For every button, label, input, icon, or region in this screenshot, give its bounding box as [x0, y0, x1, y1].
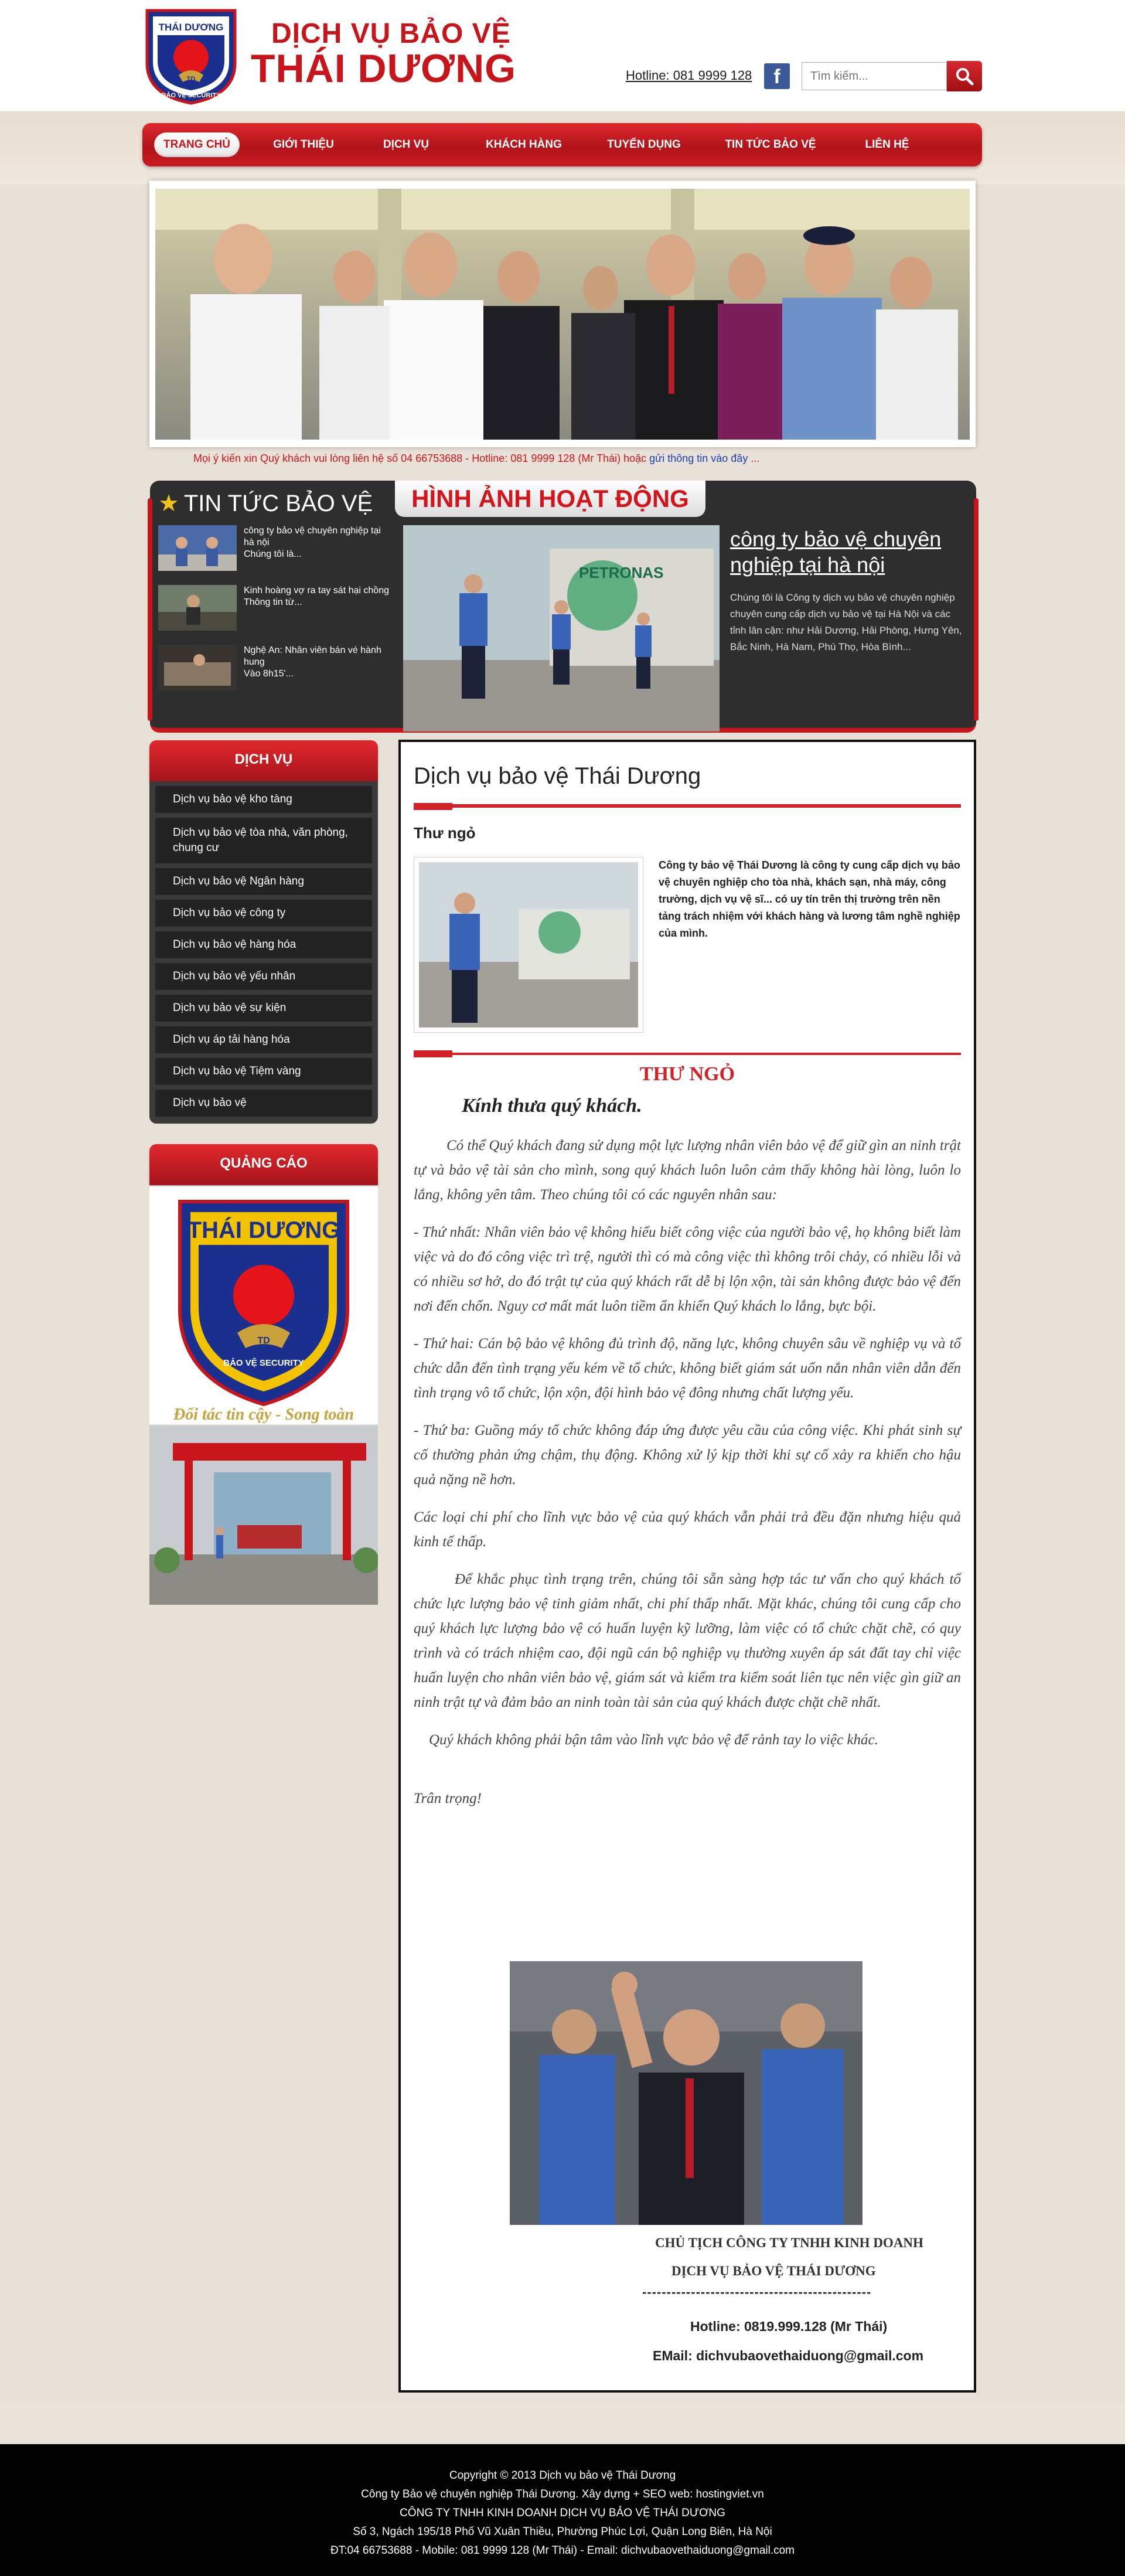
news-heading: [158, 490, 373, 517]
footer-credit: Công ty Bảo vệ chuyên nghiệp Thái Dương. Xây dựng + SEO web: hostingviet.vn: [361, 2488, 764, 2500]
signature-rule: -----------------------------------------------: [642, 2285, 872, 2299]
news-thumb: [158, 645, 237, 690]
services-header: DỊCH VỤ: [149, 740, 378, 781]
signature-phone: Hotline: 0819.999.128 (Mr Thái): [690, 2319, 888, 2334]
footer-company: CÔNG TY TNHH KINH DOANH DỊCH VỤ BẢO VỆ THÁI DƯƠNG: [400, 2507, 725, 2519]
sidebar-item-escort[interactable]: Dịch vụ áp tải hàng hóa: [155, 1026, 372, 1053]
marquee-tail: ...: [751, 452, 760, 464]
footer-address: Số 3, Ngách 195/18 Phố Vũ Xuân Thiều, Phường Phúc Lợi, Quận Long Biên, Hà Nội: [353, 2526, 772, 2538]
featured-description: Chúng tôi là Công ty dịch vụ bảo vệ chuyên nghiệp chuyên cung cấp dịch vụ bảo vệ tại Hà Nội và các tỉnh lân cận: như Hải Dương, Hải Phòng, Hưng Yên, Bắc Ninh, Hà Nam, Phú Thọ, Hòa Bình...: [730, 592, 962, 652]
banner-slider[interactable]: [149, 181, 976, 447]
letter-paragraph: Quý khách không phải bận tâm vào lĩnh vực bảo vệ để rảnh tay lo việc khác.: [429, 1732, 878, 1748]
panel-edge-right: [974, 498, 979, 721]
sidebar-item-gold-shop[interactable]: Dịch vụ bảo vệ Tiệm vàng: [155, 1058, 372, 1085]
brand-line-1: DỊCH VỤ BẢO VỆ: [271, 18, 511, 49]
main-content: [398, 740, 976, 2393]
nav-contact[interactable]: LIÊN HỆ: [865, 138, 909, 151]
notice-marquee: [193, 452, 759, 465]
news-heading-text: TIN TỨC BẢO VỆ: [183, 490, 373, 516]
ad-logo-banner[interactable]: [149, 1186, 378, 1424]
news-item[interactable]: [158, 525, 393, 584]
nav-recruitment[interactable]: TUYỂN DỤNG: [607, 138, 681, 151]
intro-text: Công ty bảo vệ Thái Dương là công ty cung cấp dịch vụ bảo vệ chuyên nghiệp cho tòa nhà, khách sạn, nhà máy, công trường, dịch vụ vệ sĩ... có uy tín trên thị trường trên nền tảng trách nhiệm với khách hàng và lương tâm nghề nghiệp của mình.: [659, 859, 960, 939]
panel-edge-left: [148, 498, 152, 721]
letter-divider: [414, 1053, 961, 1055]
marquee-link[interactable]: gửi thông tin vào đây: [649, 452, 748, 464]
letter-body: [414, 1134, 961, 1824]
site-header: [0, 0, 1125, 111]
news-item-snippet: Chúng tôi là...: [244, 549, 302, 559]
sidebar-item-warehouse[interactable]: Dịch vụ bảo vệ kho tàng: [155, 786, 372, 813]
svg-text:THÁI DƯƠNG: THÁI DƯƠNG: [158, 22, 224, 33]
intro-image: [414, 857, 643, 1033]
search-input[interactable]: [802, 62, 947, 90]
signature-title-1: CHỦ TỊCH CÔNG TY TNHH KINH DOANH: [655, 2235, 923, 2250]
star-icon: ★: [158, 491, 179, 516]
logo-badge[interactable]: [144, 7, 238, 106]
letter-heading: THƯ NGỎ: [639, 1063, 735, 1085]
news-thumb: [158, 585, 237, 631]
svg-text:BẢO VỆ SECURITY: BẢO VỆ SECURITY: [223, 1358, 304, 1368]
letter-paragraph: Có thể Quý khách đang sử dụng một lực lượng nhân viên bảo vệ để giữ gìn an ninh trật tự và bảo vệ tài sản cho mình, song quý khách luôn luôn cảm thấy không hài lòng, luôn lo lắng, không yên tâm. Theo chúng tôi có các nguyên nhân sau:: [414, 1138, 961, 1203]
letter-salutation: Kính thưa quý khách.: [462, 1095, 642, 1117]
nav-home[interactable]: TRANG CHỦ: [154, 132, 240, 157]
news-item[interactable]: [158, 585, 393, 644]
news-item-text: [244, 585, 389, 608]
nav-news[interactable]: TIN TỨC BẢO VỆ: [725, 138, 816, 151]
nav-customers[interactable]: KHÁCH HÀNG: [486, 138, 562, 151]
news-list: [158, 525, 393, 705]
footer-copyright: Copyright © 2013 Dịch vụ bảo vệ Thái Dương: [449, 2469, 676, 2482]
tab-activity-images[interactable]: HÌNH ẢNH HOẠT ĐỘNG: [395, 481, 705, 517]
section-subtitle: Thư ngỏ: [414, 824, 476, 842]
letter-paragraph: Để khắc phục tình trạng trên, chúng tôi sẵn sàng hợp tác tư vấn cho quý khách tổ chức lực lượng bảo vệ tinh giảm nhất, chi phí thấp nhất. Mặt khác, chúng tôi cung cấp cho quý khách lực lượng bảo vệ có huấn luyện kỹ lưỡng, làm việc có tổ chức chặt chẽ, có quy trình và có trách nhiệm cao, đội ngũ cán bộ nghiệp vụ thường xuyên áp sát đất tay chỉ việc huấn luyện cho nhân viên bảo vệ, giám sát và kiểm tra kiểm soát liên tục nên việc gìn giữ an ninh trật tự và đảm bảo an ninh toàn tài sản của quý khách được chặt chẽ nhất.: [414, 1571, 961, 1710]
sidebar-item-building[interactable]: Dịch vụ bảo vệ tòa nhà, văn phòng, chung cư: [155, 818, 372, 863]
sidebar-item-bank[interactable]: Dịch vụ bảo vệ Ngân hàng: [155, 868, 372, 895]
services-list: [149, 781, 378, 1124]
news-panel: [150, 481, 976, 733]
sidebar-item-events[interactable]: Dịch vụ bảo vệ sự kiện: [155, 995, 372, 1022]
brand-line-2: THÁI DƯƠNG: [251, 46, 517, 91]
news-item[interactable]: [158, 645, 393, 703]
ad-photo-banner[interactable]: [149, 1425, 378, 1605]
svg-text:PETRONAS: PETRONAS: [579, 564, 664, 581]
facebook-icon[interactable]: f: [764, 63, 790, 89]
news-item-title: công ty bảo vệ chuyên nghiệp tại hà nội: [244, 526, 381, 547]
banner-image: [155, 189, 970, 440]
letter-paragraph: Các loại chi phí cho lĩnh vực bảo vệ của quý khách vẫn phải trả đều đặn nhưng hiệu quả kinh tế thấp.: [414, 1509, 961, 1550]
sidebar-item-company[interactable]: Dịch vụ bảo vệ công ty: [155, 900, 372, 927]
nav-about[interactable]: GIỚI THIỆU: [273, 138, 334, 151]
letter-closing: Trân trọng!: [414, 1791, 482, 1806]
main-nav: [142, 123, 982, 166]
title-divider: [414, 804, 961, 808]
news-item-snippet: Thông tin từ...: [244, 597, 302, 607]
letter-paragraph: - Thứ nhất: Nhân viên bảo vệ không hiểu biết công việc của người bảo vệ, họ không biết làm việc và do đó công việc trì trệ, người thì có mà công việc thì không trôi chảy, có nhiều lỗi và có nhiều sơ hở, do đó trật tự của quý khách rất dễ bị lộn xộn, tài sản không được bảo vệ đến nơi đến chốn. Nguy cơ mất mát luôn tiềm ẩn khiến Quý khách lo lắng, bực bội.: [414, 1224, 961, 1314]
featured-title-link[interactable]: công ty bảo vệ chuyên nghiệp tại hà nội: [730, 527, 942, 577]
page-title: Dịch vụ bảo vệ Thái Dương: [414, 763, 701, 789]
ads-header: QUẢNG CÁO: [149, 1144, 378, 1185]
sidebar-item-vip[interactable]: Dịch vụ bảo vệ yếu nhân: [155, 963, 372, 990]
letter-paragraph: - Thứ hai: Cán bộ bảo vệ không đủ trình độ, năng lực, không chuyên sâu về nghiệp vụ và tổ chức dẫn đến tình trạng yếu kém về tổ chức, không biết giám sát uốn nắn nhân viên dẫn đến tình trạng vô tổ chức, lộn xộn, đội hình bảo vệ đông nhưng chất lượng yếu.: [414, 1336, 961, 1401]
site-footer: [0, 2444, 1125, 2576]
search-icon: [955, 67, 974, 86]
svg-text:TD: TD: [186, 76, 196, 83]
search-button[interactable]: [947, 61, 982, 91]
news-item-text: [244, 645, 393, 680]
sidebar-item-goods[interactable]: Dịch vụ bảo vệ hàng hóa: [155, 931, 372, 958]
footer-band: [0, 2403, 1125, 2444]
featured-image[interactable]: [403, 525, 720, 731]
letter-paragraph: - Thứ ba: Guồng máy tổ chức không đáp ứng được yêu cầu của công việc. Khi phát sinh sự cố thường phản ứng chậm, thụ động. Không xử lý kịp thời khi sự cố xảy ra khiến cho hậu quả nặng nề hơn.: [414, 1423, 961, 1488]
chairman-photo: [510, 1961, 862, 2225]
signature-title-2: DỊCH VỤ BẢO VỆ THÁI DƯƠNG: [671, 2264, 876, 2278]
marquee-text: Mọi ý kiến xin Quý khách vui lòng liên hệ số 04 66753688 - Hotline: 081 9999 128 (Mr Thái) hoặc: [193, 452, 647, 464]
hotline-link[interactable]: Hotline: 081 9999 128: [626, 68, 752, 83]
news-thumb: [158, 525, 237, 571]
svg-text:BẢO VỆ SECURITY: BẢO VỆ SECURITY: [161, 92, 221, 99]
svg-text:TD: TD: [257, 1336, 270, 1346]
footer-contact: ĐT:04 66753688 - Mobile: 081 9999 128 (Mr Thái) - Email: dichvubaovethaiduong@gmail.com: [330, 2544, 795, 2557]
news-item-text: [244, 525, 393, 560]
sidebar-item-general[interactable]: Dịch vụ bảo vệ: [155, 1090, 372, 1117]
news-item-title: Kinh hoàng vợ ra tay sát hại chồng: [244, 586, 389, 595]
news-item-title: Nghệ An: Nhân viên bán vé hành hung: [244, 645, 381, 667]
signature-email: EMail: dichvubaovethaiduong@gmail.com: [653, 2348, 924, 2363]
news-item-snippet: Vào 8h15'...: [244, 669, 294, 679]
svg-text:THÁI DƯƠNG: THÁI DƯƠNG: [187, 1217, 340, 1243]
svg-text:Đối tác tin cậy - Song toàn: Đối tác tin cậy - Song toàn: [173, 1406, 354, 1424]
nav-services[interactable]: DỊCH VỤ: [383, 138, 429, 151]
